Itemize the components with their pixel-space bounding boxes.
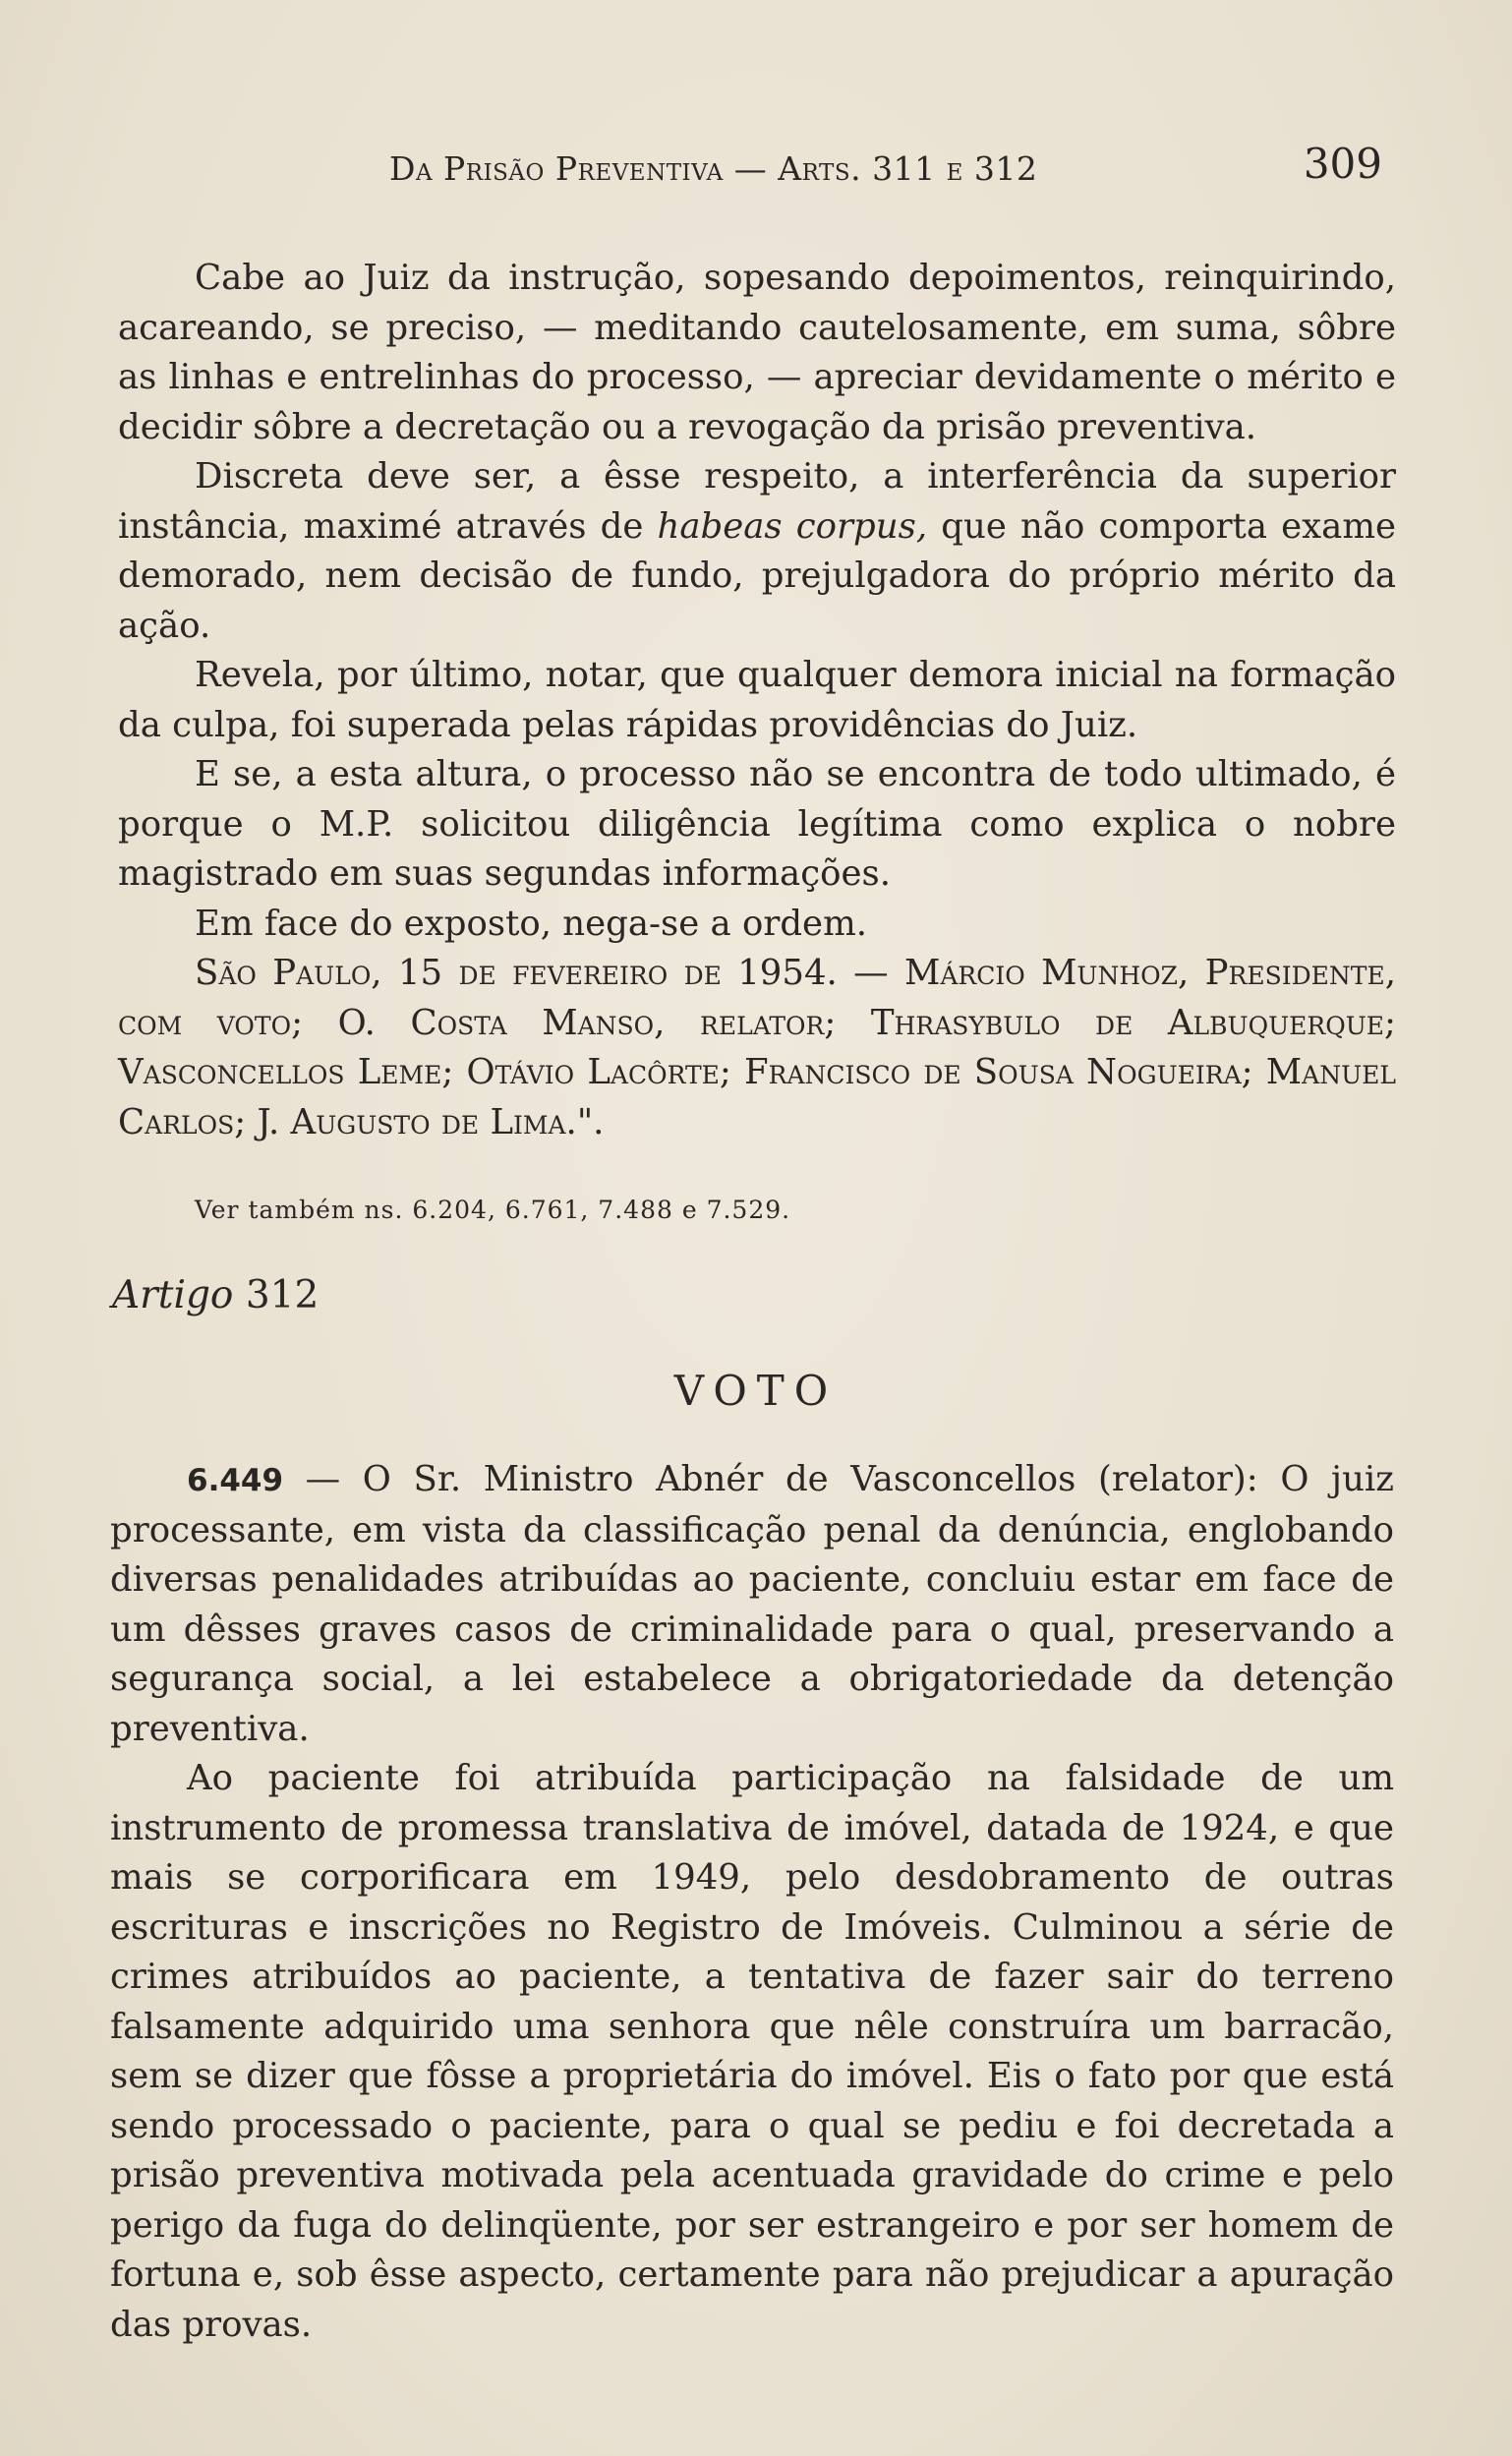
voto-paragraph-2: Ao paciente foi atribuída participação na falsidade de um instrumento de promessa translativa de imóvel, datada de 1924, e que mais se corporificara em 1949, pelo desdobramento de outras escrituras e inscrições no Registro de Imóveis. Culminou a série de crimes atribuídos ao paciente, a tentativa de fazer sair do terreno falsamente adquirido uma senhora que nêle construíra um barracão, sem se dizer que fôsse a proprietária do imóvel. Eis o fato por que está sendo processado o paciente, para o qual se pediu e foi decretada a prisão preventiva motivada pela acentuada gravidade do crime e pelo perigo da fuga do delinqüente, por ser estrangeiro e por ser homem de fortuna e, sob êsse aspecto, certamente para não prejudicar a apuração das provas. [110, 1758, 1394, 2345]
voto-heading: VOTO [673, 1367, 839, 1415]
paragraph-2-start: Discreta deve ser, a êsse respeito, a interferência da superior instância, maximé através de [118, 456, 1396, 547]
paragraph-4: E se, a esta altura, o processo não se encontra de todo ultimado, é porque o M.P. solicitou diligência legítima como explica o nobre magistrado em suas segundas informações. [118, 754, 1396, 894]
voto-paragraph-1-text: — O Sr. Ministro Abnér de Vasconcellos (relator): O juiz processante, em vista da classificação penal da denúncia, englobando diversas penalidades atribuídas ao paciente, concluiu estar em face de um dêsses graves casos de criminalidade para o qual, preservando a segurança social, a lei estabelece a obrigatoriedade da detenção preventiva. [110, 1459, 1394, 1749]
decision-number: 6.449 [187, 1463, 284, 1498]
paragraph-1: Cabe ao Juiz da instrução, sopesando depoimentos, reinquirindo, acareando, se preciso, — meditando cautelosamente, em suma, sôbre as linhas e entrelinhas do processo, — apreciar devidamente o mérito e decidir sôbre a decretação ou a revogação da prisão preventiva. [118, 258, 1396, 447]
signatures-paragraph: São Paulo, 15 de fevereiro de 1954. — Márcio Munhoz, Presidente, com voto; O. Costa Manso, relator; Thrasybulo de Albuquerque; Vasconcellos Leme; Otávio Lacôrte; Francisco de Sousa Nogueira; Manuel Carlos; J. Augusto de Lima.". [118, 953, 1396, 1142]
article-heading [112, 1273, 319, 1317]
voto-paragraph-1 [110, 1455, 1394, 1754]
page-number: 309 [1303, 140, 1382, 188]
voto-text [110, 1455, 1394, 2350]
paragraph-2 [118, 452, 1396, 651]
cross-reference: Ver também ns. 6.204, 6.761, 7.488 e 7.529. [195, 1196, 791, 1224]
paragraph-5: Em face do exposto, nega-se a ordem. [195, 903, 868, 944]
running-head-title: Da Prisão Preventiva — Arts. 311 e 312 [389, 149, 1038, 188]
habeas-corpus-italic: habeas corpus, [657, 505, 928, 547]
acordao-text [118, 254, 1396, 1147]
running-head [389, 138, 1382, 197]
paragraph-2-end: que não comporta exame demorado, nem decisão de fundo, prejulgadora do próprio mérito da ação. [118, 505, 1396, 646]
paragraph-3: Revela, por último, notar, que qualquer demora inicial na formação da culpa, foi superada pelas rápidas providências do Juiz. [118, 655, 1396, 745]
article-number: 312 [245, 1273, 320, 1317]
article-label: Artigo [112, 1273, 234, 1317]
